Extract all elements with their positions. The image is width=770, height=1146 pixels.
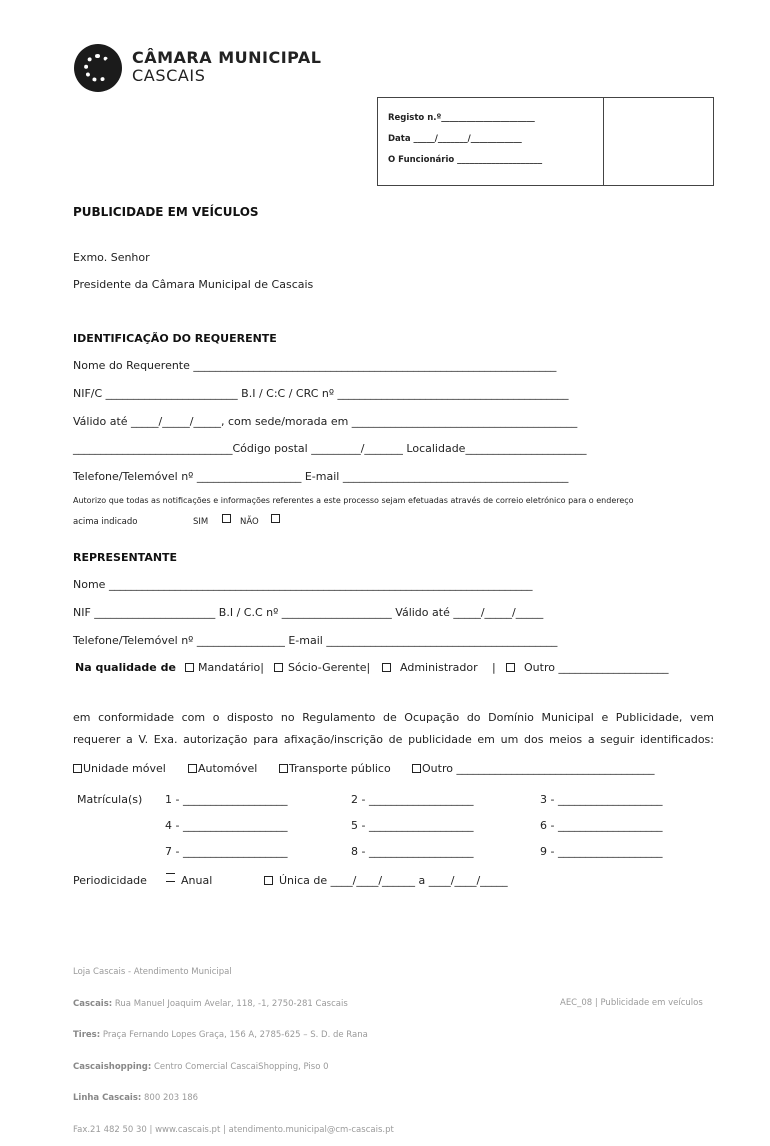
matricula-field[interactable]: 7 - ___________________ <box>165 845 288 858</box>
matricula-field[interactable]: 9 - ___________________ <box>540 845 663 858</box>
footer-linha-number: 800 203 186 <box>141 1093 199 1103</box>
administrador-checkbox[interactable] <box>382 663 391 672</box>
representante-telefone-field[interactable]: Telefone/Telemóvel nº ________________ E-mail __________________________________________ <box>73 634 558 647</box>
matricula-field[interactable]: 1 - ___________________ <box>165 793 288 806</box>
matricula-field[interactable]: 6 - ___________________ <box>540 819 663 832</box>
salutation-line2: Presidente da Câmara Municipal de Cascais <box>73 278 314 291</box>
conformidade-line2: requerer a V. Exa. autorização para afixação/inscrição de publicidade em um dos meios a seguir identificados: <box>73 733 714 746</box>
data-field: Data _____/_______/____________ <box>388 134 522 144</box>
automovel-label: Automóvel <box>198 762 258 775</box>
footer-cascais-label: Cascais: <box>73 998 113 1009</box>
representante-nif-field[interactable]: NIF ______________________ B.I / C.C nº ____________________ Válido até _____/_____/_____ <box>73 606 544 619</box>
nao-checkbox[interactable] <box>271 514 280 523</box>
sim-checkbox[interactable] <box>222 514 231 523</box>
outro-meio-checkbox[interactable] <box>412 764 421 773</box>
mandatario-checkbox[interactable] <box>185 663 194 672</box>
matricula-field[interactable]: 4 - ___________________ <box>165 819 288 832</box>
representante-nome-field[interactable]: Nome _____________________________________________________________________________ <box>73 578 533 591</box>
anual-checkbox[interactable] <box>166 873 175 882</box>
requerente-telefone-field[interactable]: Telefone/Telemóvel nº ___________________ E-mail _________________________________________ <box>73 470 569 483</box>
logo-line2: CASCAIS <box>132 66 206 85</box>
matriculas-label: Matrícula(s) <box>77 793 143 806</box>
acima-indicado-text: acima indicado <box>73 517 138 527</box>
qualidade-label: Na qualidade de <box>75 661 176 674</box>
register-box <box>377 97 714 186</box>
funcionario-field: O Funcionário ____________________ <box>388 155 543 165</box>
requerente-nome-field[interactable]: Nome do Requerente __________________________________________________________________ <box>73 359 557 372</box>
form-title: PUBLICIDADE EM VEÍCULOS <box>73 205 259 219</box>
requerente-valido-field[interactable]: Válido até _____/_____/_____, com sede/morada em _________________________________________ <box>73 415 578 428</box>
transporte-publico-label: Transporte público <box>289 762 391 775</box>
footer-cascais-address: Rua Manuel Joaquim Avelar, 118, -1, 2750-281 Cascais <box>112 998 348 1009</box>
sim-label: SIM <box>193 517 209 527</box>
footer-cascaishopping-label: Cascaishopping: <box>73 1061 152 1072</box>
requerente-heading: IDENTIFICAÇÃO DO REQUERENTE <box>73 332 277 345</box>
outro-qualidade-field[interactable]: Outro ____________________ <box>524 661 669 674</box>
footer-contacts: Fax.21 482 50 30 | www.cascais.pt | atendimento.municipal@cm-cascais.pt <box>73 1124 394 1135</box>
unica-checkbox[interactable] <box>264 876 273 885</box>
footer-address <box>73 946 394 1146</box>
footer-document-ref: AEC_08 | Publicidade em veículos <box>560 998 703 1008</box>
footer-cascaishopping-address: Centro Comercial CascaiShopping, Piso 0 <box>151 1061 329 1072</box>
footer-tires-label: Tires: <box>73 1030 101 1040</box>
footer-tires-address: Praça Fernando Lopes Graça, 156 A, 2785-625 – S. D. de Rana <box>100 1030 368 1040</box>
matricula-field[interactable]: 3 - ___________________ <box>540 793 663 806</box>
matricula-field[interactable]: 5 - ___________________ <box>351 819 474 832</box>
anual-label: Anual <box>181 874 213 887</box>
autorizo-text: Autorizo que todas as notificações e informações referentes a este processo sejam efetuadas através de correio eletrónico para o endereço <box>73 496 634 505</box>
separator-pipe: | <box>492 661 496 674</box>
logo-line1: CÂMARA MUNICIPAL <box>132 48 322 67</box>
registo-field: Registo n.º______________________ <box>388 113 535 123</box>
unidade-movel-label: Unidade móvel <box>83 762 166 775</box>
requerente-codigo-field[interactable]: _____________________________Código postal _________/_______ Localidade______________________ <box>73 442 587 455</box>
periodicidade-label: Periodicidade <box>73 874 147 887</box>
register-box-divider <box>603 98 604 186</box>
mandatario-label: Mandatário| <box>198 661 264 674</box>
footer-line1: Loja Cascais - Atendimento Municipal <box>73 967 232 977</box>
matricula-field[interactable]: 2 - ___________________ <box>351 793 474 806</box>
outro-meio-field[interactable]: Outro ____________________________________ <box>422 762 655 775</box>
cascais-logo-icon <box>74 44 122 92</box>
nao-label: NÃO <box>240 517 259 527</box>
unica-field[interactable]: Única de ____/____/______ a ____/____/_____ <box>279 874 508 887</box>
conformidade-line1: em conformidade com o disposto no Regulamento de Ocupação do Domínio Municipal e Publicidade, vem <box>73 711 714 724</box>
requerente-nif-field[interactable]: NIF/C ________________________ B.I / C:C / CRC nº __________________________________________ <box>73 387 569 400</box>
unidade-movel-checkbox[interactable] <box>73 764 82 773</box>
footer-linha-label: Linha Cascais: <box>73 1093 142 1103</box>
transporte-publico-checkbox[interactable] <box>279 764 288 773</box>
automovel-checkbox[interactable] <box>188 764 197 773</box>
socio-gerente-label: Sócio-Gerente| <box>288 661 371 674</box>
representante-heading: REPRESENTANTE <box>73 551 178 564</box>
outro-qualidade-checkbox[interactable] <box>506 663 515 672</box>
administrador-label: Administrador <box>400 661 478 674</box>
matricula-field[interactable]: 8 - ___________________ <box>351 845 474 858</box>
socio-gerente-checkbox[interactable] <box>274 663 283 672</box>
salutation-line1: Exmo. Senhor <box>73 251 150 264</box>
